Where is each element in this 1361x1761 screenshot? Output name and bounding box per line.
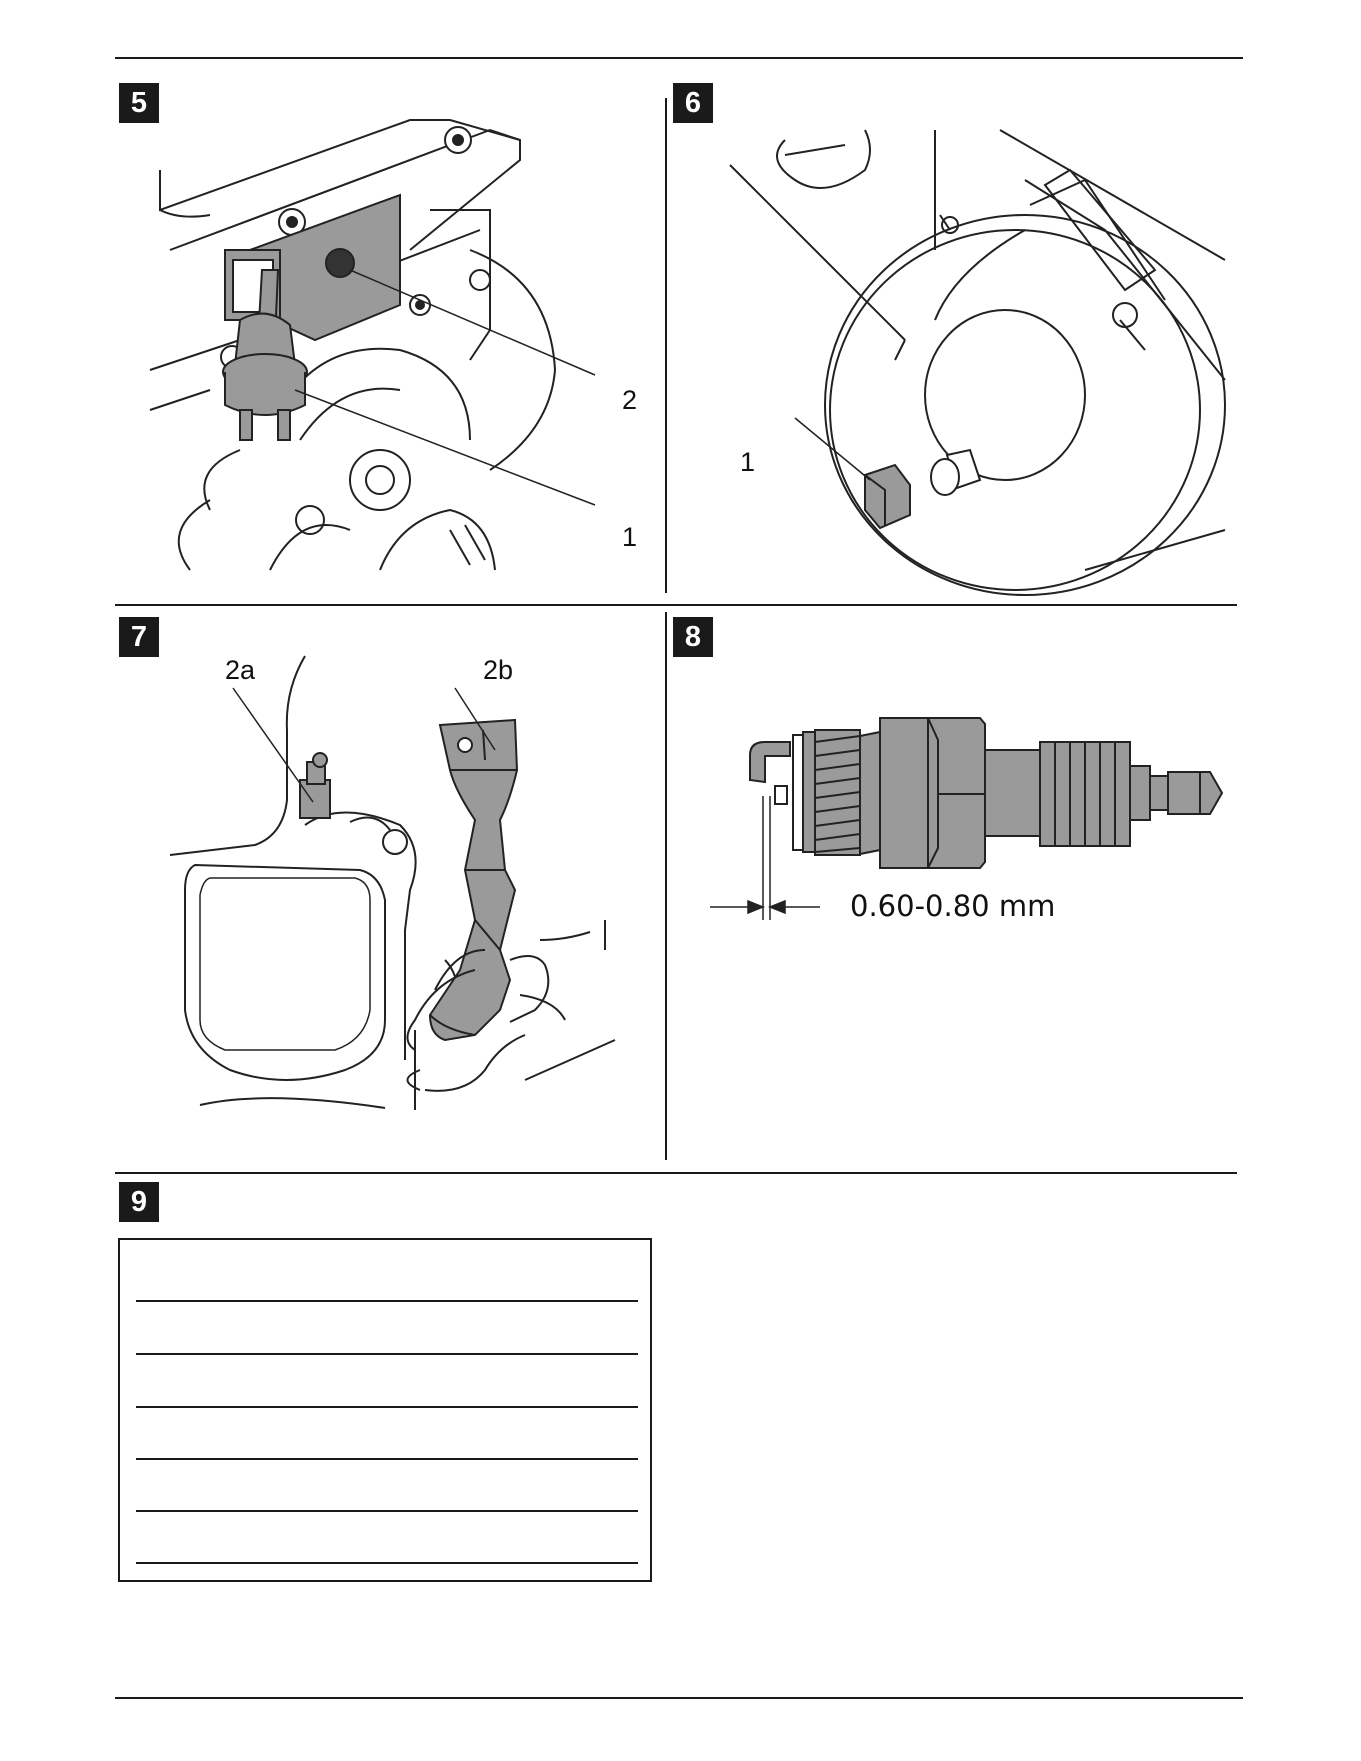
figure-7-callout-2b: 2b <box>483 655 514 685</box>
figure-5-callout-1: 1 <box>622 522 638 552</box>
row2-divider <box>115 1172 1237 1174</box>
figure-6-starter-drawing <box>725 120 1225 580</box>
top-rule <box>115 57 1243 59</box>
figure-number-badge: 7 <box>119 617 159 657</box>
row1-divider <box>115 604 1237 606</box>
figure-number-badge: 6 <box>673 83 713 123</box>
table-row-line <box>136 1353 638 1355</box>
table-row-line <box>136 1562 638 1564</box>
spark-plug-gap-measurement: 0.60-0.80 mm <box>850 889 1056 923</box>
column-divider-top <box>665 98 667 593</box>
figure-5-callout-2: 2 <box>622 385 638 415</box>
figure-number-badge: 8 <box>673 617 713 657</box>
figure-7-callout-2a: 2a <box>225 655 256 685</box>
column-divider-middle <box>665 612 667 1160</box>
figure-6-callout-1: 1 <box>740 447 756 477</box>
table-row-line <box>136 1458 638 1460</box>
figure-7-spark-plug-cap-drawing <box>165 650 625 1120</box>
figure-5-engine-drawing <box>150 110 600 570</box>
table-row-line <box>136 1406 638 1408</box>
table-row-line <box>136 1300 638 1302</box>
blank-record-table <box>118 1238 652 1582</box>
bottom-rule <box>115 1697 1243 1699</box>
table-row-line <box>136 1510 638 1512</box>
figure-number-badge: 5 <box>119 83 159 123</box>
figure-number-badge: 9 <box>119 1182 159 1222</box>
